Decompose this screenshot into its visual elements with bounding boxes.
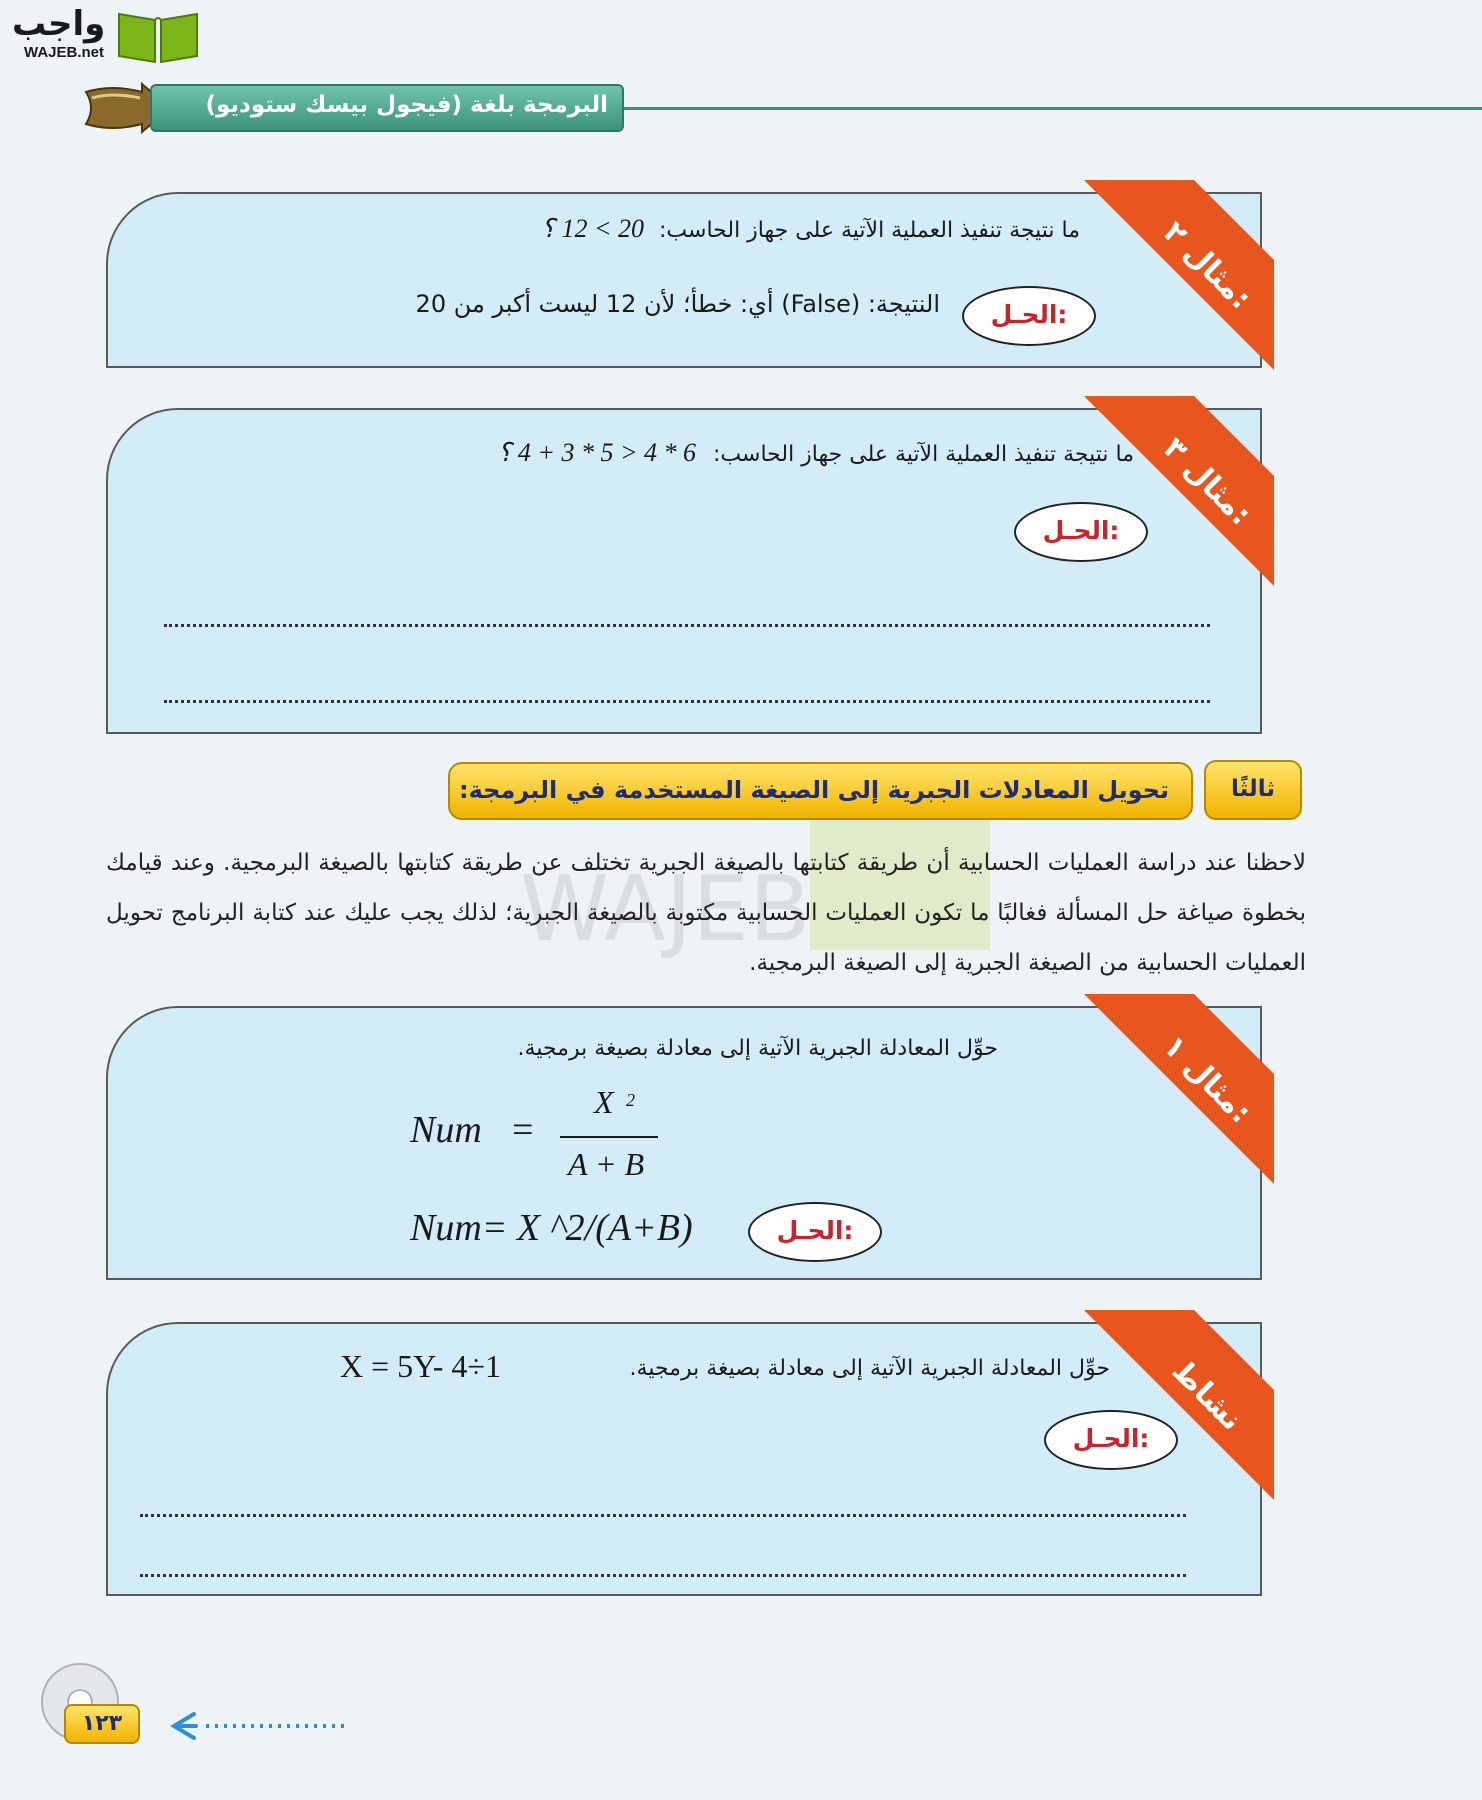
example-1-answer: Num= X ^2/(A+B) [410, 1207, 693, 1249]
equation-denominator: A + B [568, 1146, 645, 1182]
answer-line[interactable] [164, 624, 1210, 627]
section-title: تحويل المعادلات الجبرية إلى الصيغة المستخدمة في البرمجة: [459, 776, 1169, 804]
example-3-ribbon [1084, 396, 1274, 586]
arrow-left-icon[interactable] [166, 1708, 346, 1744]
example-3-tag: مثال ٣: [1156, 430, 1258, 533]
example-3-question: ما نتيجة تنفيذ العملية الآتية على جهاز الحاسب: 6 * 4 < 5 * 3 + 4 ؟ [497, 438, 1134, 467]
activity-equation: X = 5Y- 4÷1 [340, 1348, 501, 1384]
fraction-bar [560, 1136, 658, 1138]
example-1-tag: مثال ١: [1156, 1028, 1258, 1131]
example-2-ribbon [1084, 180, 1274, 370]
wajeb-logo[interactable] [12, 4, 192, 68]
equation-exponent: 2 [626, 1090, 635, 1110]
book-icon [117, 6, 199, 64]
equation-equals: = [512, 1109, 534, 1151]
answer-line[interactable] [140, 1574, 1186, 1577]
equation-numerator: X [594, 1084, 614, 1120]
section-title-box [448, 762, 1193, 820]
solution-label: الحـل: [748, 1202, 882, 1262]
svg-text:WAJEB: WAJEB [520, 857, 811, 962]
example-2-question: ما نتيجة تنفيذ العملية الآتية على جهاز الحاسب: 20 > 12 ؟ [541, 214, 1080, 243]
equation-lhs: Num [410, 1109, 482, 1151]
logo-latin: WAJEB.net [24, 44, 105, 61]
example-2-tag: مثال ٢: [1156, 214, 1258, 317]
chapter-banner [150, 84, 624, 132]
answer-line[interactable] [140, 1514, 1186, 1517]
logo-arabic: واجب [12, 4, 106, 44]
page-number: ١٢٣ [64, 1704, 140, 1744]
section-paragraph: لاحظنا عند دراسة العمليات الحسابية أن طريقة كتابتها بالصيغة الجبرية تختلف عن طريقة كتابتها بالصيغة البرمجية. وعند قيامك بخطوة صياغة حل المسألة فغالبًا ما تكون العمليات الحسابية مكتوبة بالصيغة الجبرية؛ لذلك يجب عليك عند كتابة البرنامج تحويل العمليات الحسابية من الصيغة الجبرية إلى الصيغة البرمجية. [106, 850, 1306, 976]
section-number: ثالثًا [1204, 760, 1302, 820]
header-rule [560, 107, 1482, 110]
activity-question: حوِّل المعادلة الجبرية الآتية إلى معادلة بصيغة برمجية. [629, 1356, 1110, 1381]
solution-label: الحـل: [962, 286, 1096, 346]
answer-line[interactable] [164, 700, 1210, 703]
chapter-title: البرمجة بلغة (فيجول بيسك ستوديو) [205, 92, 608, 118]
example-1-ribbon [1084, 994, 1274, 1184]
activity-tag: نشاط [1164, 1353, 1250, 1438]
activity-ribbon [1084, 1310, 1274, 1500]
example-1-question: حوِّل المعادلة الجبرية الآتية إلى معادلة بصيغة برمجية. [517, 1036, 998, 1061]
example-2-answer: النتيجة: (False) أي: خطأ؛ لأن 12 ليست أكبر من 20 [415, 290, 940, 318]
solution-label: الحـل: [1014, 502, 1148, 562]
solution-label: الحـل: [1044, 1410, 1178, 1470]
